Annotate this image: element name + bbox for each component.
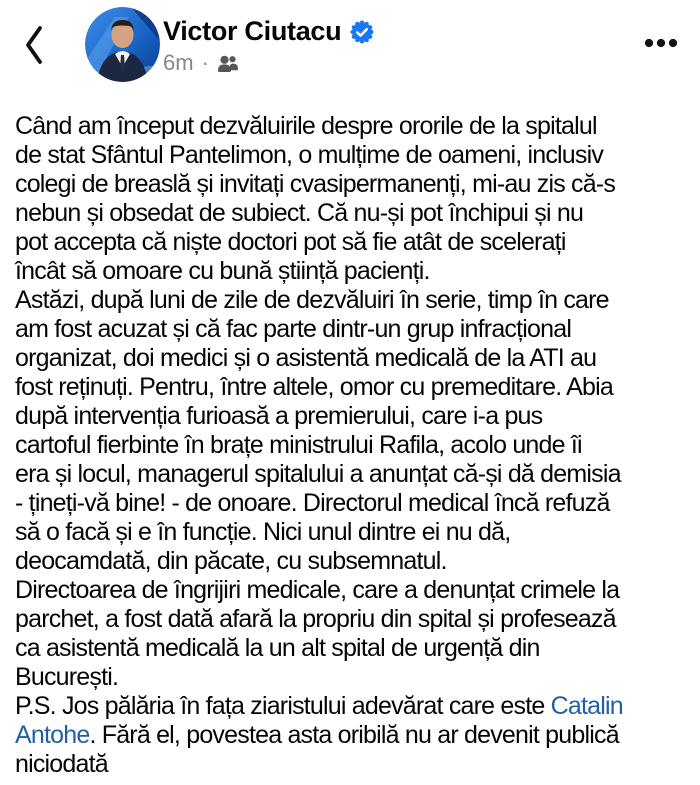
avatar-image [85, 69, 160, 82]
name-row [163, 16, 374, 47]
post-text-line [15, 228, 697, 257]
post-text-segment: era și locul, managerul spitalului a anunțat că-și dă demisia [15, 460, 621, 488]
post-text-line [15, 199, 697, 228]
post-text-line [15, 402, 697, 431]
post-text-segment: București. [15, 663, 119, 691]
post-text-line [15, 460, 697, 489]
post-text-segment: Directoarea de îngrijiri medicale, care a denunțat crimele la [15, 576, 620, 604]
post-text-segment: . Fără el, povestea asta oribilă nu ar devenit publică [89, 721, 619, 749]
post-meta [163, 49, 239, 77]
ellipsis-icon [644, 38, 678, 48]
post-text-line [15, 141, 697, 170]
back-button[interactable] [20, 24, 48, 68]
post-text-line [15, 257, 697, 286]
post-text-line [15, 692, 697, 721]
post-text-segment: încât să omoare cu bună știință pacienți. [15, 257, 430, 285]
post-text-line [15, 518, 697, 547]
post-text-segment: colegi de breaslă și invitați cvasipermanenți, mi-au zis că-s [15, 170, 616, 198]
post-text-line [15, 547, 697, 576]
friends-audience-icon [217, 54, 239, 73]
post-text-line [15, 344, 697, 373]
post-text-line [15, 634, 697, 663]
post-text-line [15, 315, 697, 344]
mention-link-catalin-antohe[interactable]: Antohe [15, 721, 90, 749]
post-text-line [15, 663, 697, 692]
post-text-line [15, 576, 697, 605]
post-text-segment: nebun și obsedat de subiect. Că nu-și pot închipui și nu [15, 199, 584, 227]
post-text-line [15, 605, 697, 634]
post-text-line [15, 373, 697, 402]
post-text-line [15, 431, 697, 460]
post-text-segment: parchet, a fost dată afară la propriu din spital și profesează [15, 605, 616, 633]
post-text-segment: deocamdată, din păcate, cu subsemnatul. [15, 547, 447, 575]
mention-link-catalin-antohe[interactable]: Catalin [550, 692, 623, 720]
post-text-segment: de stat Sfântul Pantelimon, o mulțime de oameni, inclusiv [15, 141, 604, 169]
timestamp: 6m [163, 50, 194, 75]
post-text-line [15, 112, 697, 141]
post-text-segment: după intervenția furioasă a premierului, care i-a pus [15, 402, 543, 430]
post-text-segment: P.S. Jos pălăria în fața ziaristului adevărat care este [15, 692, 551, 720]
post-text-line [15, 750, 697, 779]
avatar[interactable] [85, 7, 160, 82]
post-text-segment: am fost acuzat și că fac parte dintr-un grup infracțional [15, 315, 572, 343]
meta-separator: · [201, 50, 209, 75]
post-text-line [15, 170, 697, 199]
post-text-segment: pot accepta că niște doctori pot să fie atât de scelerați [15, 228, 566, 256]
post-text-segment: să o facă și e în funcție. Nici unul dintre ei nu dă, [15, 518, 511, 546]
post-text-segment: niciodată [15, 750, 108, 778]
post-text-segment: Astăzi, după luni de zile de dezvăluiri în serie, timp în care [15, 286, 609, 314]
profile-name[interactable]: Victor Ciutacu [163, 16, 342, 46]
post-text-segment: cartoful fierbinte în brațe ministrului Rafila, acolo unde îi [15, 431, 582, 459]
post-text-segment: - țineți-vă bine! - de onoare. Directorul medical încă refuză [15, 489, 610, 517]
post-text-segment: Când am început dezvăluirile despre ororile de la spitalul [15, 112, 597, 140]
post-text-segment: fost reținuți. Pentru, între altele, omor cu premeditare. Abia [15, 373, 613, 401]
post-text [15, 112, 697, 779]
post-text-line [15, 489, 697, 518]
post-text-segment: organizat, doi medici și o asistentă medicală de la ATI au [15, 344, 597, 372]
post-text-segment: ca asistentă medicală la un alt spital de urgență din [15, 634, 540, 662]
verified-badge-icon [350, 20, 374, 44]
post-text-line [15, 721, 697, 750]
post-header [0, 0, 700, 96]
chevron-left-icon [24, 24, 44, 69]
more-options-button[interactable] [643, 30, 679, 56]
post-text-line [15, 286, 697, 315]
